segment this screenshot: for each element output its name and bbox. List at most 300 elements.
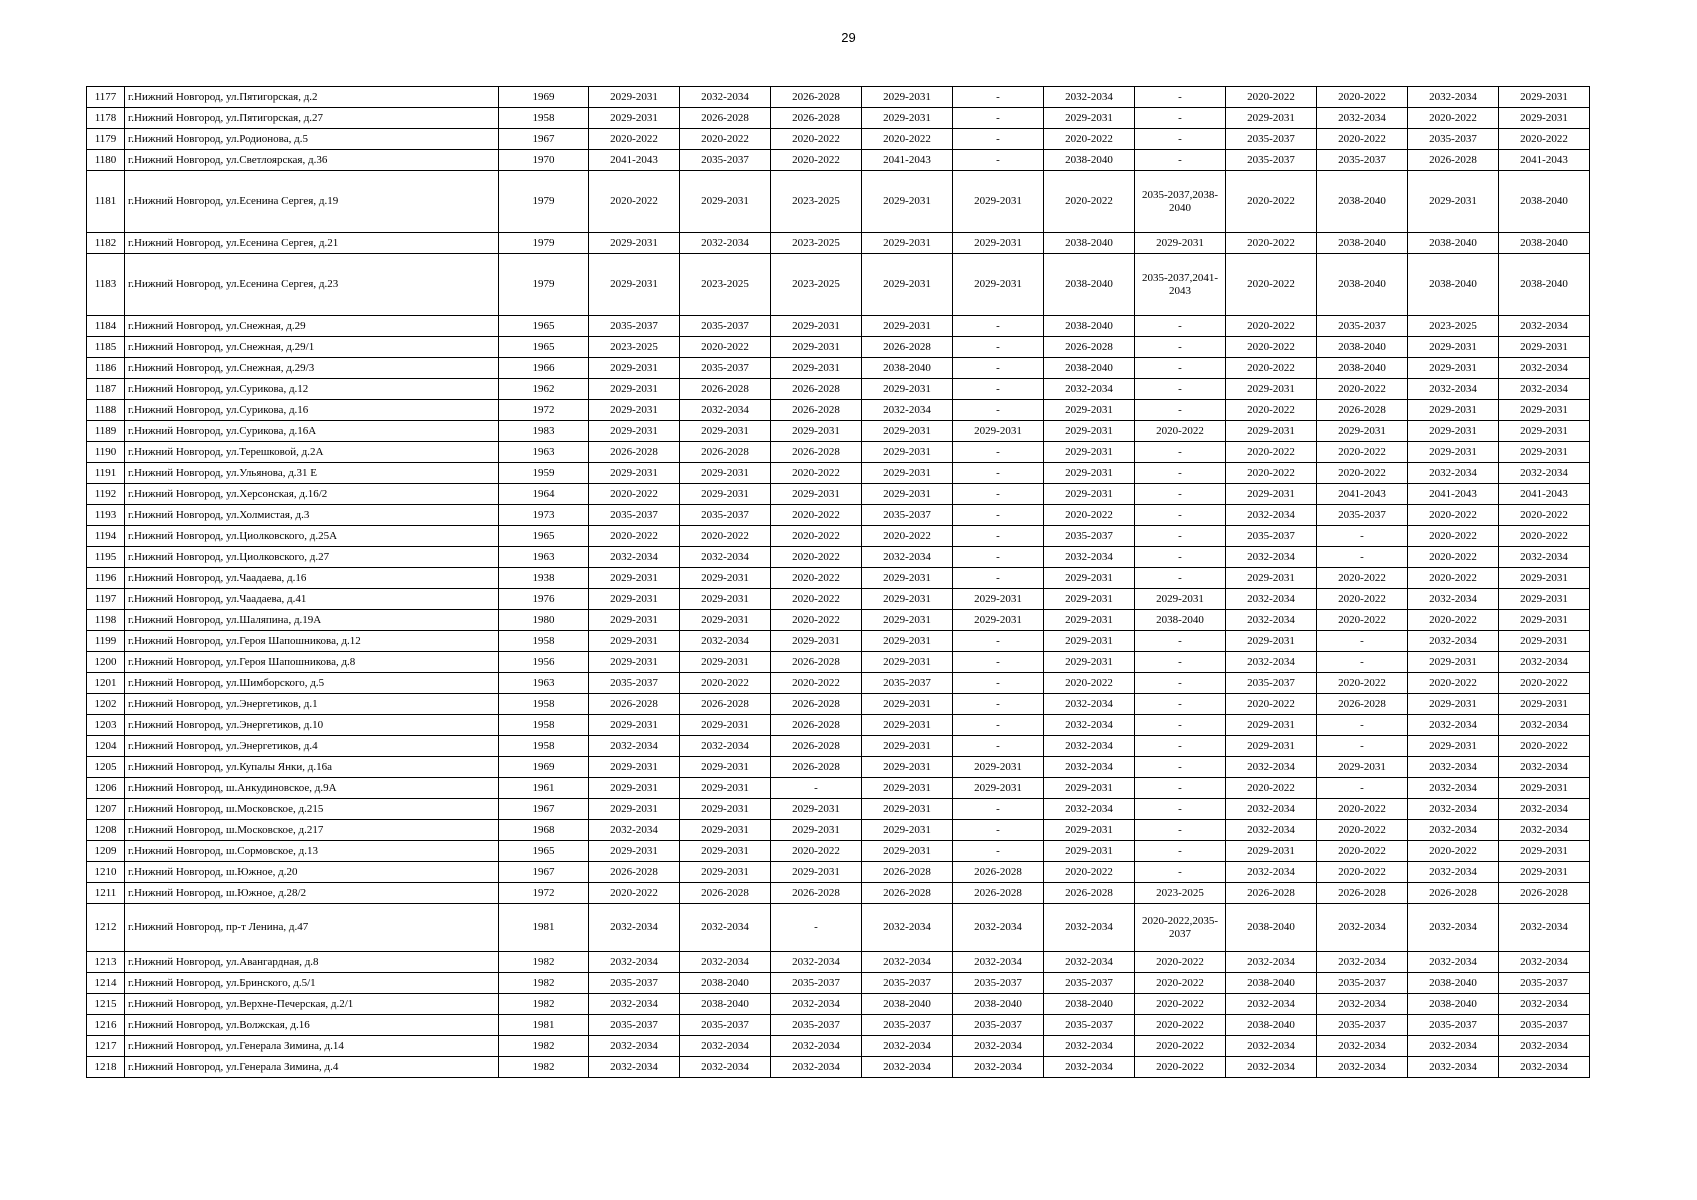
period-cell: 2035-2037 <box>1226 673 1317 694</box>
period-cell: - <box>953 463 1044 484</box>
period-cell: 2029-2031 <box>771 337 862 358</box>
period-cell: 2020-2022 <box>589 883 680 904</box>
year-cell: 1976 <box>499 589 589 610</box>
period-cell: 2035-2037 <box>589 505 680 526</box>
period-cell: 2026-2028 <box>862 883 953 904</box>
period-cell: - <box>953 442 1044 463</box>
row-number-cell: 1206 <box>87 778 125 799</box>
row-number-cell: 1189 <box>87 421 125 442</box>
period-cell: 2020-2022 <box>680 129 771 150</box>
period-cell: 2026-2028 <box>771 652 862 673</box>
year-cell: 1958 <box>499 108 589 129</box>
period-cell: 2029-2031 <box>771 316 862 337</box>
period-cell: 2026-2028 <box>589 694 680 715</box>
period-cell: 2026-2028 <box>862 862 953 883</box>
period-cell: - <box>1135 631 1226 652</box>
period-cell: 2023-2025 <box>589 337 680 358</box>
address-cell: г.Нижний Новгород, ул.Шимборского, д.5 <box>125 673 499 694</box>
period-cell: - <box>1135 129 1226 150</box>
table-row <box>87 358 1590 379</box>
address-cell: г.Нижний Новгород, ул.Ульянова, д.31 Е <box>125 463 499 484</box>
period-cell: 2020-2022 <box>1135 421 1226 442</box>
period-cell: 2029-2031 <box>680 610 771 631</box>
period-cell: 2020-2022 <box>589 129 680 150</box>
period-cell: 2020-2022 <box>589 526 680 547</box>
period-cell: 2029-2031 <box>589 421 680 442</box>
period-cell: 2038-2040 <box>1226 1015 1317 1036</box>
period-cell: 2026-2028 <box>771 108 862 129</box>
address-cell: г.Нижний Новгород, ул.Энергетиков, д.10 <box>125 715 499 736</box>
housing-schedule-table <box>86 86 1590 1078</box>
period-cell: 2032-2034 <box>1226 994 1317 1015</box>
row-number-cell: 1201 <box>87 673 125 694</box>
period-cell: 2032-2034 <box>1317 994 1408 1015</box>
period-cell: 2029-2031 <box>680 589 771 610</box>
period-cell: 2032-2034 <box>1226 799 1317 820</box>
period-cell: 2020-2022 <box>862 526 953 547</box>
period-cell: 2032-2034 <box>1408 757 1499 778</box>
period-cell: 2029-2031 <box>1044 463 1135 484</box>
row-number-cell: 1185 <box>87 337 125 358</box>
period-cell: 2020-2022 <box>1408 673 1499 694</box>
period-cell: 2032-2034 <box>1226 1057 1317 1078</box>
period-cell: 2032-2034 <box>1408 379 1499 400</box>
period-cell: 2020-2022 <box>1226 442 1317 463</box>
period-cell: 2029-2031 <box>771 484 862 505</box>
period-cell: - <box>1135 778 1226 799</box>
period-cell: 2020-2022 <box>1044 505 1135 526</box>
period-cell: 2020-2022 <box>1226 694 1317 715</box>
address-cell: г.Нижний Новгород, ул.Волжская, д.16 <box>125 1015 499 1036</box>
period-cell: 2029-2031 <box>589 589 680 610</box>
period-cell: 2029-2031 <box>862 316 953 337</box>
period-cell: 2026-2028 <box>1408 150 1499 171</box>
row-number-cell: 1213 <box>87 952 125 973</box>
table-row <box>87 108 1590 129</box>
period-cell: - <box>1135 673 1226 694</box>
period-cell: 2029-2031 <box>589 757 680 778</box>
period-cell: 2032-2034 <box>1499 799 1590 820</box>
period-cell: 2038-2040 <box>1044 994 1135 1015</box>
address-cell: г.Нижний Новгород, ул.Есенина Сергея, д.21 <box>125 233 499 254</box>
period-cell: 2038-2040 <box>1317 171 1408 233</box>
period-cell: 2020-2022 <box>1317 799 1408 820</box>
period-cell: 2029-2031 <box>1317 421 1408 442</box>
period-cell: 2020-2022 <box>680 337 771 358</box>
year-cell: 1982 <box>499 973 589 994</box>
period-cell: 2032-2034 <box>953 904 1044 952</box>
row-number-cell: 1192 <box>87 484 125 505</box>
period-cell: 2020-2022 <box>1135 1015 1226 1036</box>
row-number-cell: 1198 <box>87 610 125 631</box>
table-row <box>87 547 1590 568</box>
period-cell: 2029-2031 <box>1408 736 1499 757</box>
period-cell: - <box>953 337 1044 358</box>
period-cell: - <box>953 108 1044 129</box>
period-cell: 2026-2028 <box>1044 883 1135 904</box>
period-cell: 2020-2022 <box>771 589 862 610</box>
period-cell: 2029-2031 <box>862 841 953 862</box>
period-cell: 2029-2031 <box>1499 589 1590 610</box>
period-cell: 2029-2031 <box>1044 421 1135 442</box>
period-cell: 2020-2022 <box>1408 547 1499 568</box>
period-cell: - <box>1135 841 1226 862</box>
period-cell: - <box>1317 526 1408 547</box>
period-cell: 2020-2022 <box>680 673 771 694</box>
year-cell: 1965 <box>499 337 589 358</box>
period-cell: 2032-2034 <box>1499 379 1590 400</box>
table-row <box>87 883 1590 904</box>
period-cell: 2029-2031 <box>1499 631 1590 652</box>
row-number-cell: 1187 <box>87 379 125 400</box>
period-cell: 2032-2034 <box>1408 778 1499 799</box>
period-cell: 2020-2022 <box>1135 952 1226 973</box>
period-cell: 2026-2028 <box>680 108 771 129</box>
table-row <box>87 904 1590 952</box>
period-cell: 2029-2031 <box>862 589 953 610</box>
period-cell: 2026-2028 <box>680 694 771 715</box>
period-cell: 2032-2034 <box>771 952 862 973</box>
table-row <box>87 526 1590 547</box>
table-row <box>87 973 1590 994</box>
table-row <box>87 994 1590 1015</box>
period-cell: 2029-2031 <box>680 484 771 505</box>
period-cell: - <box>1317 547 1408 568</box>
period-cell: 2032-2034 <box>1044 736 1135 757</box>
period-cell: 2023-2025 <box>1408 316 1499 337</box>
period-cell: 2029-2031 <box>680 652 771 673</box>
row-number-cell: 1200 <box>87 652 125 673</box>
period-cell: 2023-2025 <box>771 254 862 316</box>
table-row <box>87 694 1590 715</box>
period-cell: 2029-2031 <box>1226 841 1317 862</box>
period-cell: 2035-2037 <box>1226 526 1317 547</box>
row-number-cell: 1215 <box>87 994 125 1015</box>
period-cell: 2032-2034 <box>862 1057 953 1078</box>
period-cell: 2029-2031 <box>680 799 771 820</box>
period-cell: 2029-2031 <box>680 463 771 484</box>
address-cell: г.Нижний Новгород, ул.Снежная, д.29/3 <box>125 358 499 379</box>
period-cell: 2020-2022 <box>771 129 862 150</box>
period-cell: - <box>1135 108 1226 129</box>
period-cell: - <box>953 526 1044 547</box>
year-cell: 1962 <box>499 379 589 400</box>
period-cell: 2032-2034 <box>589 1036 680 1057</box>
period-cell: 2029-2031 <box>862 254 953 316</box>
table-row <box>87 715 1590 736</box>
address-cell: г.Нижний Новгород, ул.Генерала Зимина, д.4 <box>125 1057 499 1078</box>
row-number-cell: 1179 <box>87 129 125 150</box>
period-cell: 2032-2034 <box>1408 631 1499 652</box>
period-cell: 2032-2034 <box>1226 1036 1317 1057</box>
period-cell: 2026-2028 <box>1226 883 1317 904</box>
address-cell: г.Нижний Новгород, ул.Верхне-Печерская, д.2/1 <box>125 994 499 1015</box>
period-cell: 2020-2022 <box>1226 254 1317 316</box>
period-cell: 2029-2031 <box>862 736 953 757</box>
period-cell: 2032-2034 <box>1408 715 1499 736</box>
period-cell: - <box>953 316 1044 337</box>
year-cell: 1981 <box>499 1015 589 1036</box>
period-cell: 2020-2022 <box>1044 129 1135 150</box>
period-cell: 2032-2034 <box>1317 904 1408 952</box>
period-cell: - <box>1317 631 1408 652</box>
period-cell: - <box>953 484 1044 505</box>
row-number-cell: 1178 <box>87 108 125 129</box>
period-cell: 2026-2028 <box>862 337 953 358</box>
row-number-cell: 1186 <box>87 358 125 379</box>
year-cell: 1963 <box>499 442 589 463</box>
period-cell: 2029-2031 <box>1044 400 1135 421</box>
period-cell: 2029-2031 <box>680 171 771 233</box>
period-cell: 2029-2031 <box>862 652 953 673</box>
period-cell: 2020-2022 <box>1226 316 1317 337</box>
period-cell: 2032-2034 <box>1226 820 1317 841</box>
period-cell: 2029-2031 <box>680 757 771 778</box>
period-cell: 2029-2031 <box>1044 484 1135 505</box>
period-cell: 2032-2034 <box>1499 1057 1590 1078</box>
period-cell: 2029-2031 <box>953 589 1044 610</box>
period-cell: - <box>953 736 1044 757</box>
period-cell: 2035-2037 <box>771 973 862 994</box>
period-cell: 2029-2031 <box>1499 778 1590 799</box>
period-cell: 2020-2022 <box>1135 1036 1226 1057</box>
period-cell: 2026-2028 <box>953 862 1044 883</box>
table-row <box>87 778 1590 799</box>
row-number-cell: 1199 <box>87 631 125 652</box>
row-number-cell: 1182 <box>87 233 125 254</box>
address-cell: г.Нижний Новгород, ул.Героя Шапошникова, д.12 <box>125 631 499 652</box>
period-cell: 2029-2031 <box>953 757 1044 778</box>
period-cell: 2032-2034 <box>1317 108 1408 129</box>
period-cell: 2038-2040 <box>680 994 771 1015</box>
period-cell: 2029-2031 <box>589 463 680 484</box>
period-cell: 2032-2034 <box>1044 952 1135 973</box>
period-cell: 2020-2022 <box>1499 129 1590 150</box>
period-cell: 2029-2031 <box>1044 631 1135 652</box>
row-number-cell: 1180 <box>87 150 125 171</box>
period-cell: 2029-2031 <box>953 233 1044 254</box>
address-cell: г.Нижний Новгород, ул.Купалы Янки, д.16а <box>125 757 499 778</box>
table-row <box>87 589 1590 610</box>
period-cell: 2020-2022 <box>1044 862 1135 883</box>
table-row <box>87 316 1590 337</box>
period-cell: - <box>953 379 1044 400</box>
period-cell: - <box>1135 715 1226 736</box>
period-cell: 2023-2025 <box>771 233 862 254</box>
year-cell: 1961 <box>499 778 589 799</box>
period-cell: 2029-2031 <box>862 463 953 484</box>
period-cell: 2029-2031 <box>1408 337 1499 358</box>
period-cell: - <box>771 904 862 952</box>
period-cell: 2029-2031 <box>862 631 953 652</box>
period-cell: 2041-2043 <box>862 150 953 171</box>
period-cell: 2029-2031 <box>1226 379 1317 400</box>
period-cell: 2032-2034 <box>1499 757 1590 778</box>
period-cell: - <box>1135 400 1226 421</box>
row-number-cell: 1212 <box>87 904 125 952</box>
period-cell: - <box>1135 757 1226 778</box>
period-cell: 2032-2034 <box>680 400 771 421</box>
period-cell: 2035-2037 <box>1044 1015 1135 1036</box>
table-row <box>87 841 1590 862</box>
period-cell: 2029-2031 <box>1044 652 1135 673</box>
period-cell: 2020-2022 <box>1317 379 1408 400</box>
period-cell: 2038-2040 <box>1499 233 1590 254</box>
period-cell: 2032-2034 <box>680 631 771 652</box>
period-cell: 2038-2040 <box>1317 358 1408 379</box>
table-body <box>87 87 1590 1078</box>
period-cell: 2020-2022,2035-2037 <box>1135 904 1226 952</box>
period-cell: 2029-2031 <box>1499 442 1590 463</box>
period-cell: 2029-2031 <box>589 379 680 400</box>
period-cell: 2029-2031 <box>589 108 680 129</box>
address-cell: г.Нижний Новгород, ул.Есенина Сергея, д.19 <box>125 171 499 233</box>
period-cell: 2029-2031 <box>589 778 680 799</box>
period-cell: 2026-2028 <box>771 442 862 463</box>
period-cell: 2020-2022 <box>1317 589 1408 610</box>
period-cell: 2029-2031 <box>1408 442 1499 463</box>
period-cell: - <box>771 778 862 799</box>
year-cell: 1938 <box>499 568 589 589</box>
period-cell: 2020-2022 <box>771 547 862 568</box>
year-cell: 1982 <box>499 994 589 1015</box>
period-cell: 2029-2031 <box>1044 108 1135 129</box>
period-cell: 2032-2034 <box>680 904 771 952</box>
period-cell: 2032-2034 <box>862 952 953 973</box>
period-cell: - <box>1135 652 1226 673</box>
period-cell: 2035-2037 <box>1044 973 1135 994</box>
address-cell: г.Нижний Новгород, ул.Энергетиков, д.4 <box>125 736 499 757</box>
period-cell: 2026-2028 <box>771 883 862 904</box>
period-cell: 2023-2025 <box>680 254 771 316</box>
year-cell: 1963 <box>499 547 589 568</box>
period-cell: 2026-2028 <box>1499 883 1590 904</box>
row-number-cell: 1217 <box>87 1036 125 1057</box>
table-row <box>87 505 1590 526</box>
row-number-cell: 1216 <box>87 1015 125 1036</box>
period-cell: 2041-2043 <box>1317 484 1408 505</box>
period-cell: 2038-2040 <box>1226 973 1317 994</box>
period-cell: 2038-2040 <box>1044 233 1135 254</box>
period-cell: 2032-2034 <box>1499 715 1590 736</box>
period-cell: - <box>953 652 1044 673</box>
period-cell: 2038-2040 <box>1408 233 1499 254</box>
table-row <box>87 757 1590 778</box>
period-cell: - <box>1317 778 1408 799</box>
period-cell: 2029-2031 <box>589 254 680 316</box>
row-number-cell: 1214 <box>87 973 125 994</box>
row-number-cell: 1202 <box>87 694 125 715</box>
period-cell: 2029-2031 <box>680 715 771 736</box>
table-row <box>87 652 1590 673</box>
period-cell: 2038-2040 <box>862 358 953 379</box>
period-cell: 2032-2034 <box>1226 757 1317 778</box>
period-cell: 2029-2031 <box>1499 337 1590 358</box>
address-cell: г.Нижний Новгород, ш.Анкудиновское, д.9А <box>125 778 499 799</box>
year-cell: 1972 <box>499 883 589 904</box>
period-cell: 2020-2022 <box>771 568 862 589</box>
year-cell: 1969 <box>499 87 589 108</box>
row-number-cell: 1183 <box>87 254 125 316</box>
period-cell: 2038-2040 <box>680 973 771 994</box>
address-cell: г.Нижний Новгород, ул.Пятигорская, д.2 <box>125 87 499 108</box>
period-cell: 2032-2034 <box>1499 952 1590 973</box>
period-cell: 2020-2022 <box>1408 841 1499 862</box>
period-cell: 2029-2031 <box>862 442 953 463</box>
period-cell: 2020-2022 <box>1135 1057 1226 1078</box>
period-cell: 2026-2028 <box>771 694 862 715</box>
year-cell: 1982 <box>499 952 589 973</box>
period-cell: 2029-2031 <box>589 610 680 631</box>
row-number-cell: 1193 <box>87 505 125 526</box>
period-cell: 2032-2034 <box>1226 610 1317 631</box>
period-cell: 2038-2040 <box>1408 973 1499 994</box>
period-cell: - <box>953 505 1044 526</box>
address-cell: г.Нижний Новгород, ул.Снежная, д.29 <box>125 316 499 337</box>
period-cell: 2020-2022 <box>1499 673 1590 694</box>
year-cell: 1970 <box>499 150 589 171</box>
table-row <box>87 631 1590 652</box>
period-cell: 2032-2034 <box>680 547 771 568</box>
period-cell: 2038-2040 <box>1408 254 1499 316</box>
year-cell: 1964 <box>499 484 589 505</box>
period-cell: 2029-2031 <box>953 254 1044 316</box>
table-row <box>87 87 1590 108</box>
period-cell: 2029-2031 <box>1135 589 1226 610</box>
period-cell: 2035-2037 <box>589 973 680 994</box>
period-cell: 2032-2034 <box>1226 952 1317 973</box>
period-cell: 2026-2028 <box>771 379 862 400</box>
period-cell: 2029-2031 <box>1499 841 1590 862</box>
period-cell: 2029-2031 <box>862 171 953 233</box>
table-row <box>87 673 1590 694</box>
period-cell: 2029-2031 <box>862 484 953 505</box>
period-cell: 2032-2034 <box>771 994 862 1015</box>
period-cell: - <box>1135 358 1226 379</box>
period-cell: 2035-2037,2041-2043 <box>1135 254 1226 316</box>
period-cell: 2029-2031 <box>862 715 953 736</box>
period-cell: 2029-2031 <box>1044 841 1135 862</box>
period-cell: 2032-2034 <box>1044 87 1135 108</box>
period-cell: 2032-2034 <box>680 1036 771 1057</box>
period-cell: 2035-2037 <box>771 1015 862 1036</box>
period-cell: 2032-2034 <box>771 1057 862 1078</box>
period-cell: 2026-2028 <box>1408 883 1499 904</box>
address-cell: г.Нижний Новгород, ул.Энергетиков, д.1 <box>125 694 499 715</box>
period-cell: - <box>1135 736 1226 757</box>
row-number-cell: 1203 <box>87 715 125 736</box>
period-cell: 2038-2040 <box>1499 171 1590 233</box>
row-number-cell: 1210 <box>87 862 125 883</box>
period-cell: 2020-2022 <box>1044 673 1135 694</box>
period-cell: 2029-2031 <box>589 233 680 254</box>
row-number-cell: 1218 <box>87 1057 125 1078</box>
period-cell: 2026-2028 <box>589 862 680 883</box>
period-cell: 2020-2022 <box>771 150 862 171</box>
period-cell: 2032-2034 <box>1317 1057 1408 1078</box>
period-cell: 2029-2031 <box>680 568 771 589</box>
period-cell: - <box>1135 463 1226 484</box>
period-cell: 2029-2031 <box>1044 820 1135 841</box>
address-cell: г.Нижний Новгород, ул.Бринского, д.5/1 <box>125 973 499 994</box>
table-row <box>87 610 1590 631</box>
period-cell: 2020-2022 <box>1317 87 1408 108</box>
period-cell: 2026-2028 <box>953 883 1044 904</box>
period-cell: - <box>1135 505 1226 526</box>
period-cell: 2032-2034 <box>680 736 771 757</box>
period-cell: 2032-2034 <box>589 547 680 568</box>
period-cell: 2026-2028 <box>680 379 771 400</box>
